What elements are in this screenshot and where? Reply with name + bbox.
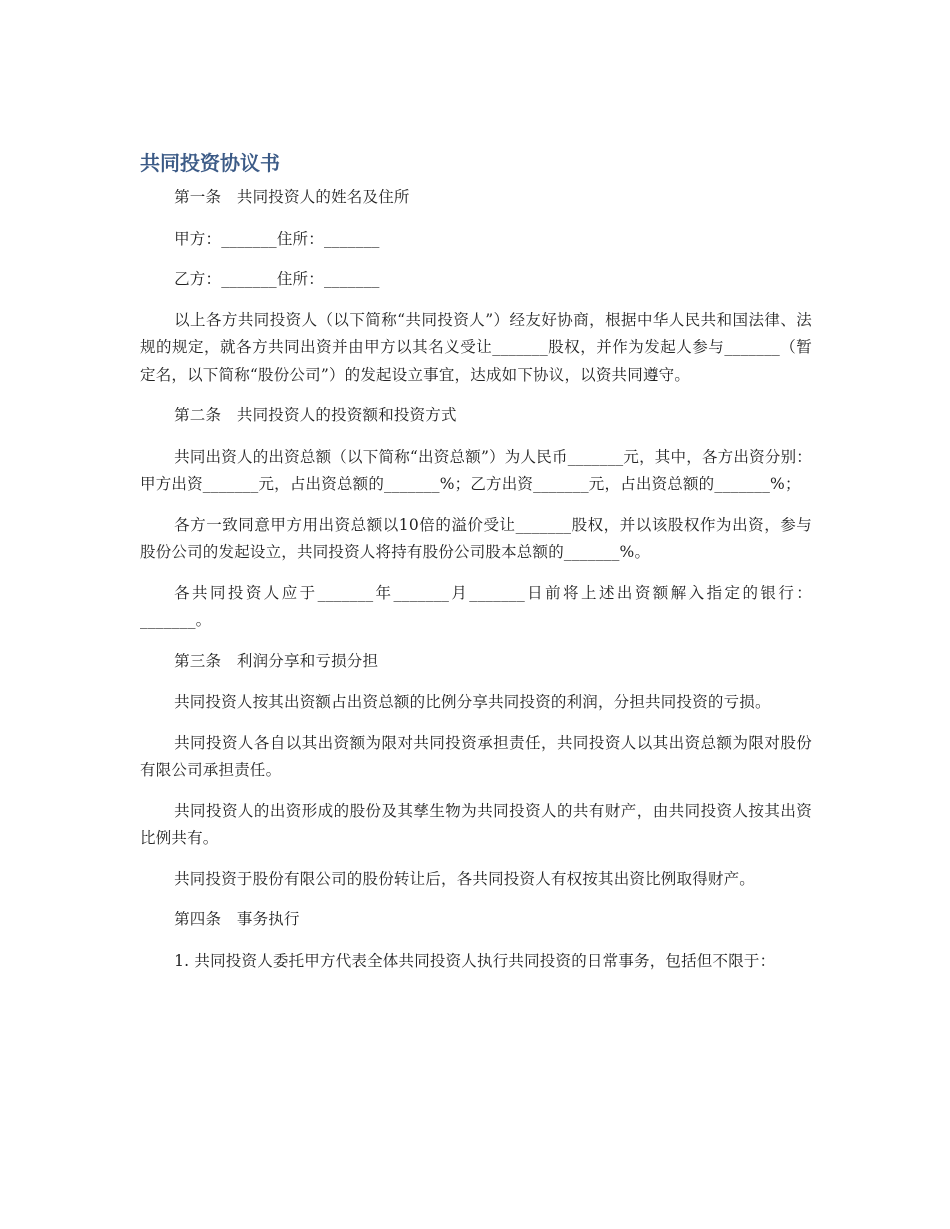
party-a-line: 甲方：_______住所：_______	[174, 229, 380, 248]
liability-paragraph: 共同投资人各自以其出资额为限对共同投资承担责任，共同投资人以其出资总额为限对股份有限公司承担责任。	[140, 733, 812, 779]
preamble-paragraph: 以上各方共同投资人（以下简称“共同投资人”）经友好协商，根据中华人民共和国法律、法规的规定，就各方共同出资并由甲方以其名义受让_______股权，并作为发起人参与_______（暂定名，以下简称“股份公司”）的发起设立事宜，达成如下协议，以资共同遵守。	[140, 310, 812, 384]
profit-sharing-paragraph: 共同投资人按其出资额占出资总额的比例分享共同投资的利润，分担共同投资的亏损。	[174, 693, 771, 711]
share-transfer-paragraph: 共同投资于股份有限公司的股份转让后，各共同投资人有权按其出资比例取得财产。	[174, 869, 755, 888]
article-2-heading: 第二条 共同投资人的投资额和投资方式	[174, 406, 457, 424]
document-body	[140, 148, 812, 988]
article-1-heading: 第一条 共同投资人的姓名及住所	[174, 188, 410, 206]
document-title: 共同投资协议书	[140, 151, 280, 175]
affairs-execution-item-1: 1. 共同投资人委托甲方代表全体共同投资人执行共同投资的日常事务，包括但不限于：	[174, 951, 776, 970]
premium-transfer-paragraph: 各方一致同意甲方用出资总额以10倍的溢价受让_______股权，并以该股权作为出资，参与股份公司的发起设立，共同投资人将持有股份公司股本总额的_______%。	[140, 515, 812, 561]
contribution-total-paragraph: 共同出资人的出资总额（以下简称“出资总额”）为人民币_______元，其中，各方出资分别：甲方出资_______元，占出资总额的_______%；乙方出资_______元，占出资总额的_______%；	[140, 447, 812, 493]
party-b-line: 乙方：_______住所：_______	[174, 270, 380, 288]
payment-deadline-paragraph: 各共同投资人应于_______年_______月_______日前将上述出资额解入指定的银行：_______。	[140, 583, 812, 629]
joint-property-paragraph: 共同投资人的出资形成的股份及其孳生物为共同投资人的共有财产，由共同投资人按其出资比例共有。	[140, 801, 812, 847]
article-4-heading: 第四条 事务执行	[174, 910, 300, 928]
article-3-heading: 第三条 利润分享和亏损分担	[174, 651, 379, 670]
